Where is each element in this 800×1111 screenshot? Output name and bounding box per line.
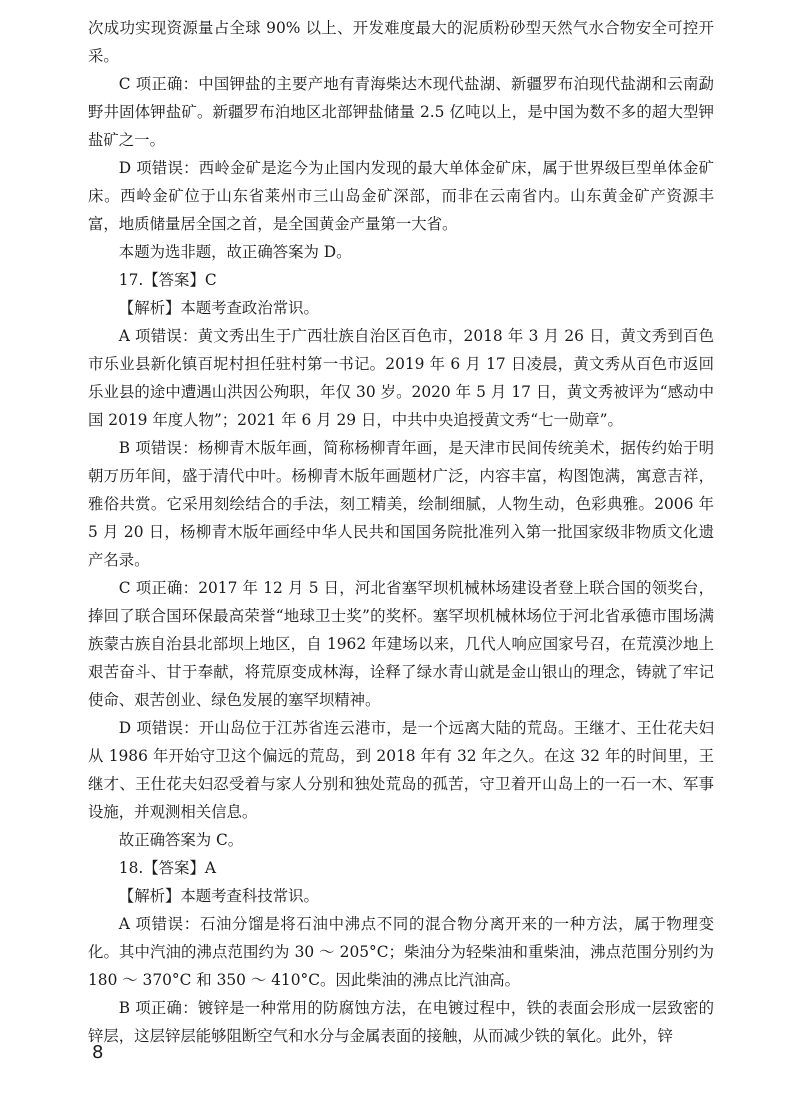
paragraph-option-b-17: B 项错误：杨柳青木版年画，简称杨柳青年画，是天津市民间传统美术，据传约始于明朝万历年间，盛于清代中叶。杨柳青木版年画题材广泛，内容丰富，构图饱满，寓意吉祥，雅俗共赏。它采用刻绘结合的手法，刻工精美，绘制细腻，人物生动，色彩典雅。2006 年 5 月 20 日，杨柳青木版年画经中华人民共和国国务院批准列入第一批国家级非物质文化遗产名录。 <box>88 439 714 569</box>
paragraph-option-c-17: C 项正确：2017 年 12 月 5 日，河北省塞罕坝机械林场建设者登上联合国的领奖台，捧回了联合国环保最高荣誉“地球卫士奖”的奖杯。塞罕坝机械林场位于河北省承德市围场满族蒙古族自治县北部坝上地区，自 1962 年建场以来，几代人响应国家号召，在荒漠沙地上艰苦奋斗、甘于奉献，将荒原变成林海，诠释了绿水青山就是金山银山的理念，铸就了牢记使命、艰苦创业、绿色发展的塞罕坝精神。 <box>88 579 714 709</box>
answer-heading-18: 18.【答案】A <box>118 859 216 877</box>
paragraph-conclusion-17: 故正确答案为 C。 <box>118 831 244 849</box>
paragraph-conclusion-16: 本题为选非题，故正确答案为 D。 <box>118 243 352 261</box>
page-number: 8 <box>92 1042 104 1063</box>
analysis-heading-17: 【解析】本题考查政治常识。 <box>118 299 319 317</box>
answer-heading-17: 17.【答案】C <box>118 271 217 289</box>
analysis-heading-18: 【解析】本题考查科技常识。 <box>118 887 319 905</box>
paragraph-option-b-18: B 项正确：镀锌是一种常用的防腐蚀方法，在电镀过程中，铁的表面会形成一层致密的锌层，这层锌层能够阻断空气和水分与金属表面的接触，从而减少铁的氧化。此外，锌 <box>88 999 714 1045</box>
paragraph-option-d-17: D 项错误：开山岛位于江苏省连云港市，是一个远离大陆的荒岛。王继才、王仕花夫妇从 1986 年开始守卫这个偏远的荒岛，到 2018 年有 32 年之久。在这 32 年的时间里，王继才、王仕花夫妇忍受着与家人分别和独处荒岛的孤苦，守卫着开山岛上的一石一木、军事设施，并观测相关信息。 <box>88 719 714 821</box>
paragraph-option-a-17: A 项错误：黄文秀出生于广西壮族自治区百色市，2018 年 3 月 26 日，黄文秀到百色市乐业县新化镇百坭村担任驻村第一书记。2019 年 6 月 17 日凌晨，黄文秀从百色市返回乐业县的途中遭遇山洪因公殉职，年仅 30 岁。2020 年 5 月 17 日，黄文秀被评为“感动中国 2019 年度人物”；2021 年 6 月 29 日，中共中央追授黄文秀“七一勋章”。 <box>88 327 714 429</box>
page-body <box>88 14 714 1050</box>
paragraph-option-a-18: A 项错误：石油分馏是将石油中沸点不同的混合物分离开来的一种方法，属于物理变化。其中汽油的沸点范围约为 30 ～ 205°C；柴油分为轻柴油和重柴油，沸点范围分别约为 180 ～ 370°C 和 350 ～ 410°C。因此柴油的沸点比汽油高。 <box>88 915 714 989</box>
paragraph-continuation: 次成功实现资源量占全球 90% 以上、开发难度最大的泥质粉砂型天然气水合物安全可控开采。 <box>88 19 714 65</box>
paragraph-option-d-16: D 项错误：西岭金矿是迄今为止国内发现的最大单体金矿床，属于世界级巨型单体金矿床。西岭金矿位于山东省莱州市三山岛金矿深部，而非在云南省内。山东黄金矿产资源丰富，地质储量居全国之首，是全国黄金产量第一大省。 <box>88 159 714 233</box>
paragraph-option-c-16: C 项正确：中国钾盐的主要产地有青海柴达木现代盐湖、新疆罗布泊现代盐湖和云南勐野井固体钾盐矿。新疆罗布泊地区北部钾盐储量 2.5 亿吨以上，是中国为数不多的超大型钾盐矿之一。 <box>88 75 714 149</box>
